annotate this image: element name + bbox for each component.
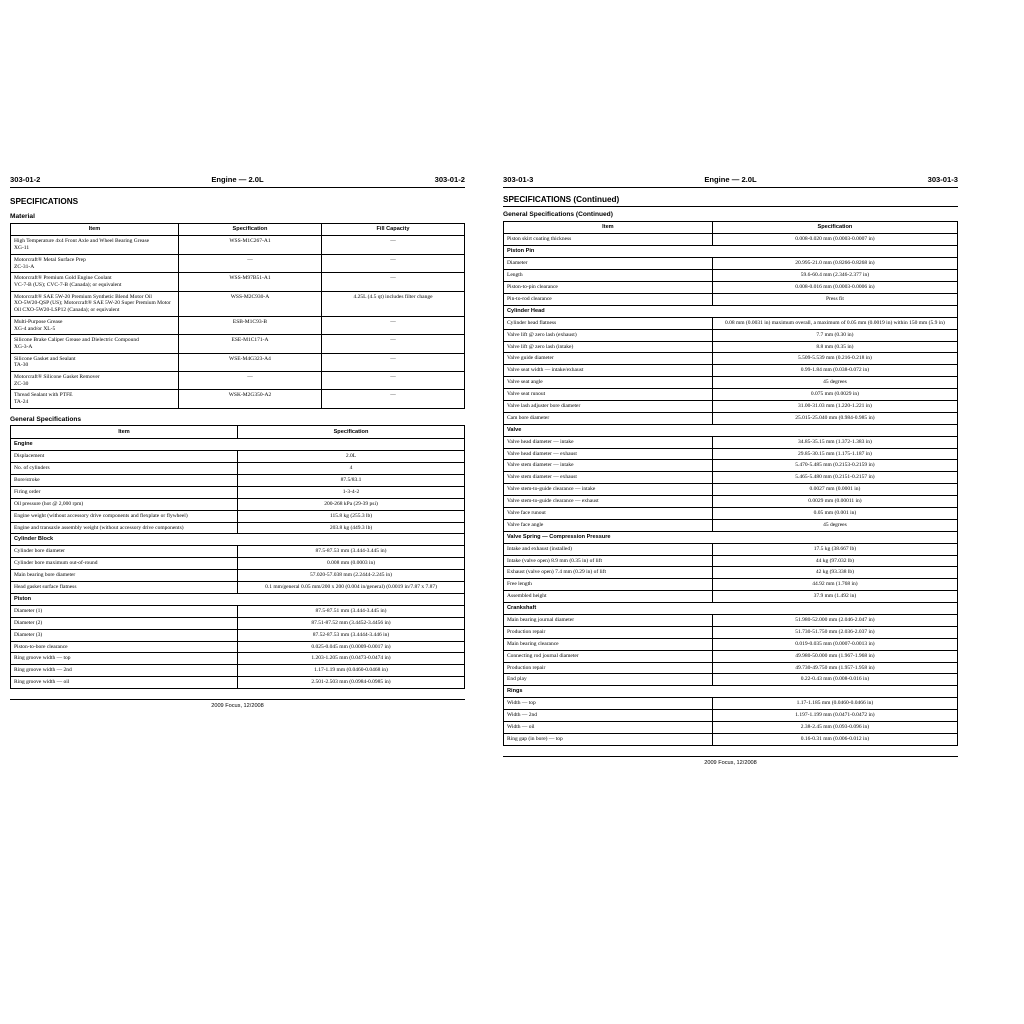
cell-specification: 45 degrees xyxy=(712,519,957,531)
table-row xyxy=(504,567,958,579)
section-title: SPECIFICATIONS (Continued) xyxy=(503,195,958,207)
cell-specification: 203.8 kg (449.3 lb) xyxy=(238,522,465,534)
cell-item: Oil pressure (hot @ 2,000 rpm) xyxy=(11,498,238,510)
table-row xyxy=(504,460,958,472)
cell-specification: 2.501-2.503 mm (0.0984-0.0985 in) xyxy=(238,677,465,689)
cell-fill-capacity: 4.25L (4.5 qt) includes filter change xyxy=(321,291,464,316)
table-row xyxy=(504,733,958,745)
cell-item: Cylinder bore diameter xyxy=(11,546,238,558)
table-row xyxy=(504,329,958,341)
cell-item: Ring groove width — top xyxy=(11,653,238,665)
cell-specification: WSS-M1C267-A1 xyxy=(178,236,321,254)
table-row xyxy=(11,617,465,629)
table-row xyxy=(504,282,958,294)
cell-specification: 34.85-35.15 mm (1.372-1.383 in) xyxy=(712,436,957,448)
cell-item: Diameter (3) xyxy=(11,629,238,641)
cell-specification: 7.7 mm (0.30 in) xyxy=(712,329,957,341)
group-label: Crankshaft xyxy=(504,603,958,615)
cell-specification: 2.38-2.45 mm (0.093-0.096 in) xyxy=(712,722,957,734)
cell-specification: — xyxy=(178,372,321,390)
cell-specification: 0.05 mm (0.001 in) xyxy=(712,507,957,519)
cell-item: Valve seat width — intake/exhaust xyxy=(504,365,713,377)
group-label: Cylinder Block xyxy=(11,534,465,546)
cell-item: Cylinder bore maximum out-of-round xyxy=(11,558,238,570)
table-group-row xyxy=(11,534,465,546)
cell-specification: 44.92 mm (1.768 in) xyxy=(712,579,957,591)
table-row xyxy=(504,615,958,627)
general-specifications-heading: General Specifications xyxy=(10,415,82,423)
table-row xyxy=(504,270,958,282)
general-specifications-heading: General Specifications (Continued) xyxy=(503,211,613,218)
group-label: Cylinder Head xyxy=(504,305,958,317)
table-row xyxy=(11,316,465,334)
cell-specification: 0.008-0.016 mm (0.0003-0.0006 in) xyxy=(712,282,957,294)
table-row xyxy=(504,412,958,424)
cell-item: Free length xyxy=(504,579,713,591)
column-header-item: Item xyxy=(11,223,179,236)
table-row xyxy=(11,463,465,475)
cell-specification: 1.197-1.199 mm (0.0471-0.0472 in) xyxy=(712,710,957,722)
cell-item: Valve lash adjuster bore diameter xyxy=(504,400,713,412)
cell-item: Valve lift @ zero lash (intake) xyxy=(504,341,713,353)
cell-item: Thread Sealant with PTFE TA-24 xyxy=(11,390,179,408)
cell-specification: 1-3-4-2 xyxy=(238,486,465,498)
cell-specification: 87.5-87.51 mm (3.444-3.445 in) xyxy=(238,605,465,617)
page-number-right: 303-01-3 xyxy=(927,175,958,184)
cell-specification: — xyxy=(178,254,321,272)
cell-specification: 0.019-0.035 mm (0.0007-0.0013 in) xyxy=(712,638,957,650)
cell-specification: WSE-M4G323-A4 xyxy=(178,353,321,371)
table-row xyxy=(504,472,958,484)
cell-item: Piston-to-pin clearance xyxy=(504,282,713,294)
table-row xyxy=(504,638,958,650)
cell-specification: 42 kg (93.338 lb) xyxy=(712,567,957,579)
table-row xyxy=(11,641,465,653)
cell-specification: 29.85-30.15 mm (1.175-1.187 in) xyxy=(712,448,957,460)
column-header-specification: Specification xyxy=(178,223,321,236)
cell-specification: 5.470-5.485 mm (0.2153-0.2159 in) xyxy=(712,460,957,472)
group-label: Valve Spring — Compression Pressure xyxy=(504,531,958,543)
cell-specification: 45 degrees xyxy=(712,377,957,389)
cell-item: Ring groove width — oil xyxy=(11,677,238,689)
table-row xyxy=(11,522,465,534)
cell-item: Piston skirt coating thickness xyxy=(504,234,713,246)
cell-fill-capacity: — xyxy=(321,372,464,390)
column-header-specification: Specification xyxy=(712,221,957,234)
cell-item: Valve face runout xyxy=(504,507,713,519)
cell-specification: 57.020-57.038 mm (2.2444-2.245 in) xyxy=(238,570,465,582)
table-row xyxy=(11,498,465,510)
cell-specification: 0.1 mm/general 0.05 mm/200 x 200 (0.004 in/general) (0.0019 in/7.87 x 7.87) xyxy=(238,582,465,594)
general-specifications-table-right xyxy=(503,221,958,746)
cell-specification: 87.52-87.53 mm (3.4444-3.446 in) xyxy=(238,629,465,641)
cell-specification: 49.730-49.750 mm (1.957-1.958 in) xyxy=(712,662,957,674)
table-header-row xyxy=(504,221,958,234)
cell-specification: 37.9 mm (1.492 in) xyxy=(712,591,957,603)
table-row xyxy=(11,486,465,498)
table-group-row xyxy=(11,439,465,451)
page-number-left: 303-01-2 xyxy=(10,175,41,184)
column-header-item: Item xyxy=(504,221,713,234)
group-label: Valve xyxy=(504,424,958,436)
table-row xyxy=(11,653,465,665)
cell-item: Valve stem-to-guide clearance — exhaust xyxy=(504,496,713,508)
table-row xyxy=(504,674,958,686)
cell-item: Engine weight (without accessory drive components and flexplate or flywheel) xyxy=(11,510,238,522)
cell-specification: 31.00-31.03 mm (1.220-1.221 in) xyxy=(712,400,957,412)
cell-specification: WSS-M97B51-A1 xyxy=(178,273,321,291)
cell-item: Valve guide diameter xyxy=(504,353,713,365)
table-row xyxy=(11,510,465,522)
cell-specification: WSK-M2G350-A2 xyxy=(178,390,321,408)
cell-specification: 17.5 kg (38.667 lb) xyxy=(712,543,957,555)
cell-specification: 51.980-52.000 mm (2.046-2.047 in) xyxy=(712,615,957,627)
cell-specification: 0.0027 mm (0.0001 in) xyxy=(712,484,957,496)
cell-item: Assembled height xyxy=(504,591,713,603)
cell-item: Valve head diameter — exhaust xyxy=(504,448,713,460)
table-group-row xyxy=(11,593,465,605)
cell-item: Motorcraft® Premium Gold Engine Coolant VC-7-B (US); CVC-7-B (Canada); or equivalent xyxy=(11,273,179,291)
running-header-right xyxy=(503,175,958,188)
cell-fill-capacity: — xyxy=(321,254,464,272)
table-row xyxy=(11,582,465,594)
cell-fill-capacity: — xyxy=(321,236,464,254)
table-row xyxy=(504,496,958,508)
cell-item: Valve seat runout xyxy=(504,389,713,401)
cell-item: Head gasket surface flatness xyxy=(11,582,238,594)
table-row xyxy=(11,605,465,617)
table-row xyxy=(504,710,958,722)
table-row xyxy=(11,254,465,272)
group-label: Engine xyxy=(11,439,465,451)
table-row xyxy=(11,558,465,570)
cell-item: Length xyxy=(504,270,713,282)
table-row xyxy=(504,722,958,734)
table-header-row xyxy=(11,223,465,236)
table-row xyxy=(11,335,465,353)
table-row xyxy=(11,353,465,371)
table-group-row xyxy=(504,686,958,698)
table-row xyxy=(11,677,465,689)
cell-specification: 2.0L xyxy=(238,451,465,463)
cell-specification: 59.6-60.4 mm (2.346-2.377 in) xyxy=(712,270,957,282)
table-row xyxy=(504,389,958,401)
table-row xyxy=(504,353,958,365)
table-row xyxy=(11,291,465,316)
table-row xyxy=(11,546,465,558)
cell-item: Cam bore diameter xyxy=(504,412,713,424)
running-header-left xyxy=(10,175,465,188)
cell-specification: 87.51-87.52 mm (3.4452-3.4456 in) xyxy=(238,617,465,629)
cell-item: Valve stem-to-guide clearance — intake xyxy=(504,484,713,496)
cell-specification: 51.730-51.750 mm (2.036-2.037 in) xyxy=(712,626,957,638)
cell-item: Motorcraft® Silicone Gasket Remover ZC-30 xyxy=(11,372,179,390)
table-row xyxy=(11,665,465,677)
table-row xyxy=(11,475,465,487)
table-row xyxy=(11,372,465,390)
table-group-row xyxy=(504,603,958,615)
cell-item: Piston-to-bore clearance xyxy=(11,641,238,653)
cell-specification: 87.5/83.1 xyxy=(238,475,465,487)
cell-item: Ring gap (in bore) — top xyxy=(504,733,713,745)
cell-item: Intake and exhaust (installed) xyxy=(504,543,713,555)
table-row xyxy=(504,436,958,448)
table-row xyxy=(504,507,958,519)
section-title: SPECIFICATIONS xyxy=(10,197,79,206)
cell-specification: 4 xyxy=(238,463,465,475)
table-row xyxy=(504,591,958,603)
cell-item: Motorcraft® SAE 5W-20 Premium Synthetic Blend Motor Oil XO-5W20-QSP (US); Motorcraft® SAE 5W-20 Super Premium Motor Oil CXO-5W20-LSP12 (Canada); or equivalent xyxy=(11,291,179,316)
page-number-left: 303-01-3 xyxy=(503,175,534,184)
cell-item: Engine and transaxle assembly weight (without accessory drive components) xyxy=(11,522,238,534)
table-row xyxy=(504,258,958,270)
cell-item: Width — oil xyxy=(504,722,713,734)
cell-specification: 1.17-1.19 mm (0.0460-0.0468 in) xyxy=(238,665,465,677)
table-row xyxy=(504,579,958,591)
cell-specification: 44 kg (97.032 lb) xyxy=(712,555,957,567)
cell-specification: WSS-M2C930-A xyxy=(178,291,321,316)
cell-specification: 0.16-0.31 mm (0.006-0.012 in) xyxy=(712,733,957,745)
cell-fill-capacity: — xyxy=(321,316,464,334)
cell-item: Pin-to-rod clearance xyxy=(504,293,713,305)
column-header-fill-capacity: Fill Capacity xyxy=(321,223,464,236)
page-title-right: Engine — 2.0L xyxy=(704,175,757,184)
cell-fill-capacity: — xyxy=(321,335,464,353)
page-303-01-2 xyxy=(10,175,465,766)
group-label: Rings xyxy=(504,686,958,698)
table-row xyxy=(504,650,958,662)
cell-item: Multi-Purpose Grease XG-4 and/or XL-5 xyxy=(11,316,179,334)
table-row xyxy=(504,484,958,496)
cell-specification: ESE-M1C171-A xyxy=(178,335,321,353)
cell-item: Main bearing bore diameter xyxy=(11,570,238,582)
cell-specification: 25.015-25.040 mm (0.984-0.985 in) xyxy=(712,412,957,424)
cell-item: Main bearing clearance xyxy=(504,638,713,650)
cell-specification: 87.5-87.53 mm (3.444-3.445 in) xyxy=(238,546,465,558)
column-header-item: Item xyxy=(11,426,238,439)
table-row xyxy=(504,698,958,710)
document-spread xyxy=(0,175,1024,766)
cell-specification: 49.980-50.000 mm (1.967-1.968 in) xyxy=(712,650,957,662)
table-row xyxy=(11,451,465,463)
page-footer-left: 2009 Focus, 12/2008 xyxy=(10,699,465,709)
cell-specification: ESB-M1C93-B xyxy=(178,316,321,334)
cell-specification: 0.075 mm (0.0029 in) xyxy=(712,389,957,401)
cell-item: Connecting rod journal diameter xyxy=(504,650,713,662)
table-row xyxy=(504,293,958,305)
column-header-specification: Specification xyxy=(238,426,465,439)
cell-fill-capacity: — xyxy=(321,390,464,408)
cell-specification: 0.008-0.020 mm (0.0003-0.0007 in) xyxy=(712,234,957,246)
cell-item: Valve stem diameter — exhaust xyxy=(504,472,713,484)
cell-specification: Press fit xyxy=(712,293,957,305)
table-row xyxy=(504,365,958,377)
cell-specification: 0.08 mm (0.0031 in) maximum overall, a maximum of 0.05 mm (0.0019 in) within 150 mm (5.9 in) xyxy=(712,317,957,329)
table-row xyxy=(11,236,465,254)
cell-specification: 0.99-1.84 mm (0.038-0.072 in) xyxy=(712,365,957,377)
table-row xyxy=(504,317,958,329)
table-group-row xyxy=(504,246,958,258)
cell-item: Firing order xyxy=(11,486,238,498)
cell-item: Valve head diameter — intake xyxy=(504,436,713,448)
cell-item: Diameter xyxy=(504,258,713,270)
cell-item: Width — 2nd xyxy=(504,710,713,722)
table-row xyxy=(504,341,958,353)
table-row xyxy=(11,570,465,582)
cell-specification: 0.0029 mm (0.00011 in) xyxy=(712,496,957,508)
cell-specification: 5.509-5.539 mm (0.216-0.218 in) xyxy=(712,353,957,365)
table-row xyxy=(504,662,958,674)
table-row xyxy=(504,377,958,389)
cell-item: Main bearing journal diameter xyxy=(504,615,713,627)
cell-fill-capacity: — xyxy=(321,353,464,371)
table-row xyxy=(504,555,958,567)
cell-item: No. of cylinders xyxy=(11,463,238,475)
page-number-right: 303-01-2 xyxy=(434,175,465,184)
table-group-row xyxy=(504,305,958,317)
table-row xyxy=(504,519,958,531)
table-row xyxy=(504,626,958,638)
cell-item: Production repair xyxy=(504,662,713,674)
cell-fill-capacity: — xyxy=(321,273,464,291)
table-row xyxy=(504,234,958,246)
cell-specification: 8.8 mm (0.35 in) xyxy=(712,341,957,353)
cell-item: Diameter (2) xyxy=(11,617,238,629)
cell-specification: 0.22-0.43 mm (0.008-0.016 in) xyxy=(712,674,957,686)
cell-item: Production repair xyxy=(504,626,713,638)
cell-item: Diameter (1) xyxy=(11,605,238,617)
table-group-row xyxy=(504,531,958,543)
cell-specification: 115.8 kg (255.3 lb) xyxy=(238,510,465,522)
cell-item: End play xyxy=(504,674,713,686)
table-row xyxy=(11,390,465,408)
cell-item: Silicone Brake Caliper Grease and Dielectric Compound XG-3-A xyxy=(11,335,179,353)
cell-item: Valve seat angle xyxy=(504,377,713,389)
group-label: Piston Pin xyxy=(504,246,958,258)
cell-item: Bore/stroke xyxy=(11,475,238,487)
cell-specification: 20.995-21.0 mm (0.8266-0.8268 in) xyxy=(712,258,957,270)
material-heading: Material xyxy=(10,213,35,220)
cell-item: Valve lift @ zero lash (exhaust) xyxy=(504,329,713,341)
cell-item: High Temperature 4x4 Front Axle and Wheel Bearing Grease XG-11 xyxy=(11,236,179,254)
cell-item: Silicone Gasket and Sealant TA-30 xyxy=(11,353,179,371)
table-header-row xyxy=(11,426,465,439)
table-row xyxy=(504,448,958,460)
cell-specification: 0.025-0.045 mm (0.0009-0.0017 in) xyxy=(238,641,465,653)
table-row xyxy=(504,543,958,555)
cell-specification: 5.465-5.480 mm (0.2151-0.2157 in) xyxy=(712,472,957,484)
table-group-row xyxy=(504,424,958,436)
cell-specification: 1.203-1.205 mm (0.0473-0.0474 in) xyxy=(238,653,465,665)
cell-item: Valve face angle xyxy=(504,519,713,531)
table-row xyxy=(11,629,465,641)
material-table xyxy=(10,223,465,409)
cell-item: Cylinder head flatness xyxy=(504,317,713,329)
general-specifications-table-left xyxy=(10,425,465,689)
cell-item: Intake (valve open) 8.9 mm (0.35 in) of lift xyxy=(504,555,713,567)
page-footer-right: 2009 Focus, 12/2008 xyxy=(503,756,958,766)
group-label: Piston xyxy=(11,593,465,605)
table-row xyxy=(11,273,465,291)
cell-specification: 1.17-1.185 mm (0.0460-0.0466 in) xyxy=(712,698,957,710)
cell-item: Motorcraft® Metal Surface Prep ZC-31-A xyxy=(11,254,179,272)
cell-specification: 200-268 kPa (29-39 psi) xyxy=(238,498,465,510)
page-title-left: Engine — 2.0L xyxy=(211,175,264,184)
table-row xyxy=(504,400,958,412)
cell-specification: 0.008 mm (0.0003 in) xyxy=(238,558,465,570)
cell-item: Width — top xyxy=(504,698,713,710)
page-303-01-3 xyxy=(503,175,958,766)
cell-item: Valve stem diameter — intake xyxy=(504,460,713,472)
cell-item: Exhaust (valve open) 7.4 mm (0.29 in) of lift xyxy=(504,567,713,579)
cell-item: Ring groove width — 2nd xyxy=(11,665,238,677)
cell-item: Displacement xyxy=(11,451,238,463)
